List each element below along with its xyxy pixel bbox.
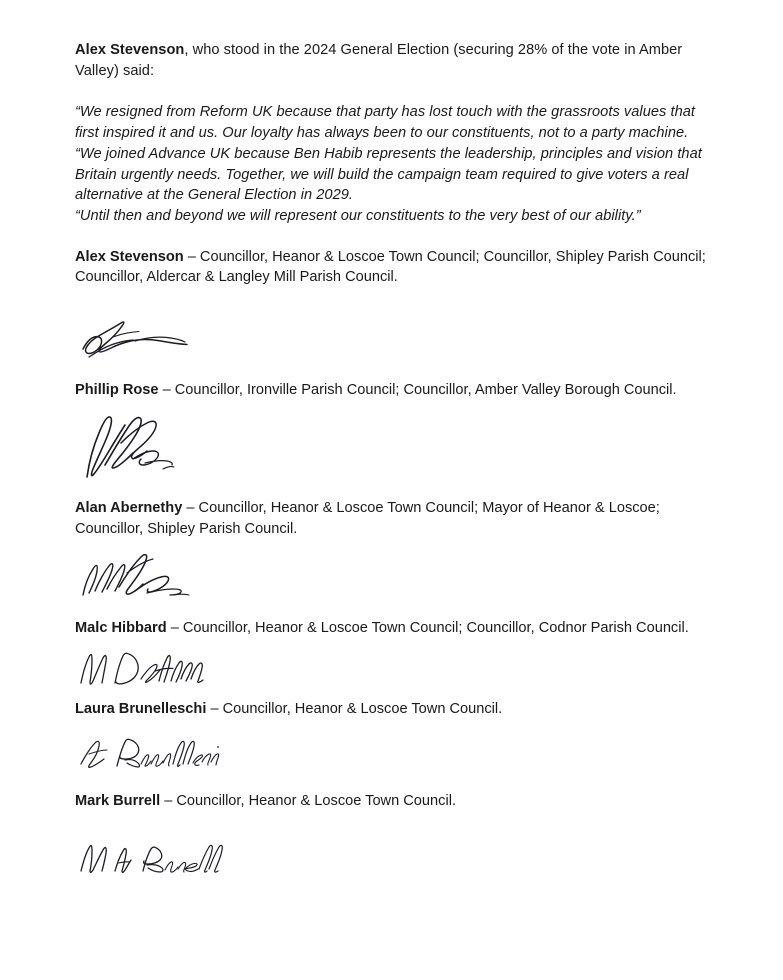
quote-line-1: “We resigned from Reform UK because that party has lost touch with the grassroots values that first inspired it and us. Our loyalty has always been to our constituents, not to a party machine.: [75, 104, 696, 142]
signatory-name: Alan Abernethy: [75, 499, 183, 516]
quotation-block: [75, 102, 708, 226]
signature-laura-brunelleschi: [75, 734, 708, 774]
signatory-entry-alex-stevenson: [75, 247, 708, 380]
quote-line-3: “Until then and beyond we will represent our constituents to the very best of our ability.”: [75, 208, 641, 225]
signature-alan-abernethy: [75, 553, 708, 601]
signatory-name: Mark Burrell: [75, 792, 161, 809]
signatory-roles: – Councillor, Heanor & Loscoe Town Council; Mayor of Heanor & Loscoe; Councillor, Shipley Parish Council.: [75, 499, 660, 537]
signatory-name-line: [75, 791, 708, 812]
signatory-name-line: [75, 247, 708, 288]
signatory-name-line: [75, 380, 708, 401]
signatory-roles: – Councillor, Heanor & Loscoe Town Council.: [206, 701, 503, 718]
signatory-name-line: [75, 699, 708, 720]
signatory-entry-mark-burrell: [75, 791, 708, 875]
signature-mark-burrell: [75, 841, 708, 875]
signature-malc-hibbard: [75, 649, 708, 689]
intro-text: , who stood in the 2024 General Election (securing 28% of the vote in Amber Valley) said:: [75, 42, 683, 79]
signatory-roles: – Councillor, Heanor & Loscoe Town Council; Councillor, Codnor Parish Council.: [166, 620, 689, 637]
signatory-name-line: [75, 618, 708, 639]
signature-alex-stevenson: [75, 317, 708, 363]
signatory-name: Malc Hibbard: [75, 620, 167, 637]
intro-person-name: Alex Stevenson: [75, 42, 185, 58]
signatory-roles: – Councillor, Heanor & Loscoe Town Council.: [160, 792, 456, 809]
signatory-entry-laura-brunelleschi: [75, 699, 708, 791]
signatory-name-line: [75, 498, 708, 539]
signatory-roles: – Councillor, Heanor & Loscoe Town Council; Councillor, Shipley Parish Council; Councillor, Aldercar & Langley Mill Parish Council.: [75, 248, 706, 286]
signatory-name: Laura Brunelleschi: [75, 701, 207, 718]
signatory-entry-phillip-rose: [75, 380, 708, 498]
signature-phillip-rose: [75, 413, 708, 481]
intro-paragraph: [75, 40, 708, 81]
signatory-name: Alex Stevenson: [75, 248, 184, 265]
signatory-entry-malc-hibbard: [75, 618, 708, 699]
signatory-name: Phillip Rose: [75, 382, 159, 399]
signatory-roles: – Councillor, Ironville Parish Council; Councillor, Amber Valley Borough Council.: [158, 382, 677, 399]
signatory-entry-alan-abernethy: [75, 498, 708, 618]
quote-line-2: “We joined Advance UK because Ben Habib represents the leadership, principles and vision that Britain urgently needs. Together, we will build the campaign team required to give voters a real alternative at the General Election in 2029.: [75, 145, 702, 204]
